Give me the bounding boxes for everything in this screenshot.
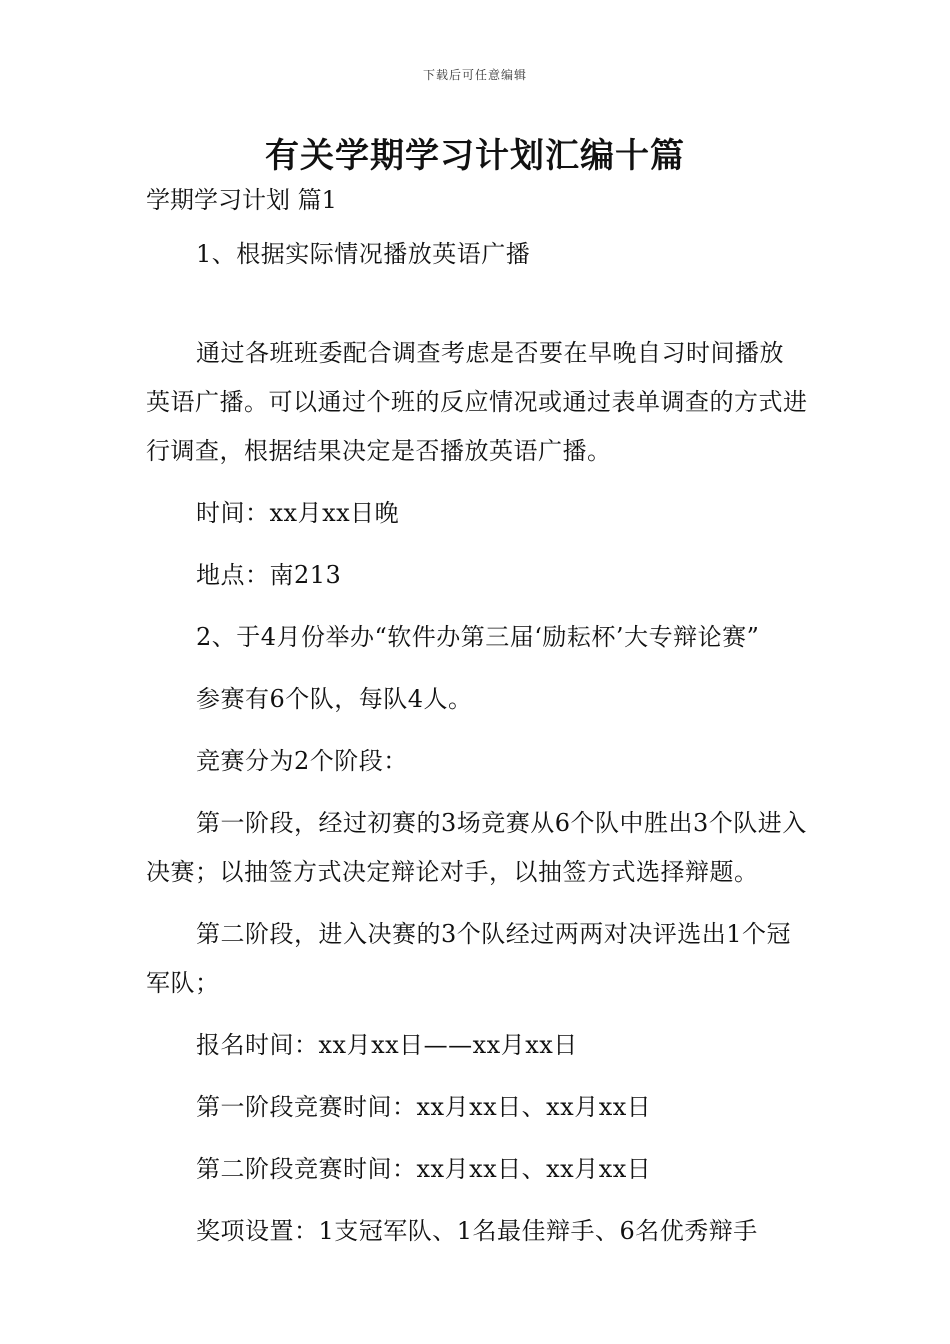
paragraph-8: 第一阶段，经过初赛的3场竞赛从6个队中胜出3个队进入决赛；以抽签方式决定辩论对手，以抽签方式选择辩题。 <box>146 809 807 886</box>
paragraph-5: 2、于4月份举办“软件办第三届‘励耘杯’大专辩论赛” <box>196 623 760 651</box>
paragraph-13: 奖项设置：1支冠军队、1名最佳辩手、6名优秀辩手 <box>196 1217 758 1245</box>
paragraph-11: 第一阶段竞赛时间：xx月xx日、xx月xx日 <box>196 1093 652 1121</box>
header-note: 下载后可任意编辑 <box>422 68 527 82</box>
paragraph-1: 1、根据实际情况播放英语广播 <box>196 240 531 268</box>
paragraph-7: 竞赛分为2个阶段： <box>196 747 408 775</box>
paragraph-9: 第二阶段，进入决赛的3个队经过两两对决评选出1个冠军队； <box>146 920 792 997</box>
paragraph-12: 第二阶段竞赛时间：xx月xx日、xx月xx日 <box>196 1155 652 1183</box>
document-title: 有关学期学习计划汇编十篇 <box>265 136 685 176</box>
section-heading: 学期学习计划 篇1 <box>146 186 337 214</box>
paragraph-4: 地点：南213 <box>196 561 342 589</box>
document-body <box>146 230 808 1269</box>
paragraph-3: 时间：xx月xx日晚 <box>196 499 400 527</box>
paragraph-6: 参赛有6个队，每队4人。 <box>196 685 473 713</box>
paragraph-10: 报名时间：xx月xx日——xx月xx日 <box>196 1031 578 1059</box>
paragraph-2: 通过各班班委配合调查考虑是否要在早晚自习时间播放英语广播。可以通过个班的反应情况或通过表单调查的方式进行调查，根据结果决定是否播放英语广播。 <box>146 339 808 465</box>
